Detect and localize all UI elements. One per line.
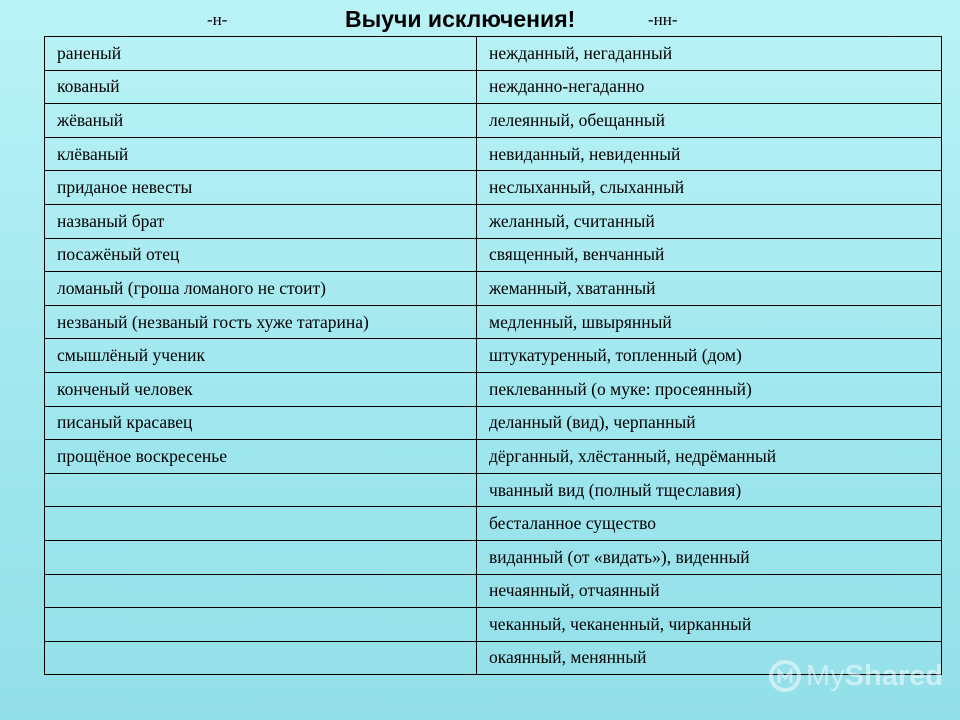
table-row [45,574,942,608]
cell-single-n: клёваный [45,137,477,171]
column-header-single-n: -н- [207,10,228,29]
table-row [45,440,942,474]
cell-double-n: нечаянный, отчаянный [477,574,942,608]
cell-single-n: конченый человек [45,372,477,406]
table-row [45,372,942,406]
cell-double-n: пеклеванный (о муке: просеянный) [477,372,942,406]
watermark-text-shared: Shared [844,659,943,692]
cell-single-n: смышлёный ученик [45,339,477,373]
column-header-double-n: -нн- [648,10,678,29]
cell-double-n: нежданно-негаданно [477,70,942,104]
cell-double-n: желанный, считанный [477,204,942,238]
table-row [45,70,942,104]
cell-single-n: писаный красавец [45,406,477,440]
table-row [45,507,942,541]
cell-single-n: названый брат [45,204,477,238]
cell-double-n: деланный (вид), черпанный [477,406,942,440]
table-row [45,540,942,574]
cell-double-n: невиданный, невиденный [477,137,942,171]
exceptions-table [44,36,942,675]
table-row [45,137,942,171]
cell-double-n: штукатуренный, топленный (дом) [477,339,942,373]
cell-single-n: прощёное воскресенье [45,440,477,474]
table-row [45,171,942,205]
table-row [45,272,942,306]
cell-single-n: ломаный (гроша ломаного не стоит) [45,272,477,306]
table-row [45,641,942,675]
cell-double-n: дёрганный, хлёстанный, недрёманный [477,440,942,474]
cell-double-n: лелеянный, обещанный [477,104,942,138]
cell-single-n: посажёный отец [45,238,477,272]
cell-single-n [45,574,477,608]
table-row [45,37,942,71]
cell-double-n: окаянный, менянный [477,641,942,675]
cell-double-n: нежданный, негаданный [477,37,942,71]
slide-header [0,0,960,36]
table-row [45,339,942,373]
table-row [45,305,942,339]
page-title: Выучи исключения! [345,6,576,32]
cell-double-n: бесталанное существо [477,507,942,541]
cell-single-n [45,473,477,507]
table-row [45,406,942,440]
cell-single-n [45,608,477,642]
cell-single-n: кованый [45,70,477,104]
cell-double-n: жеманный, хватанный [477,272,942,306]
cell-single-n [45,540,477,574]
cell-double-n: чванный вид (полный тщеславия) [477,473,942,507]
table-row [45,104,942,138]
cell-double-n: виданный (от «видать»), виденный [477,540,942,574]
watermark-text-my: My [806,659,845,692]
cell-single-n: приданое невесты [45,171,477,205]
table-row [45,608,942,642]
cell-single-n: раненый [45,37,477,71]
cell-single-n: жёваный [45,104,477,138]
cell-double-n: неслыханный, слыханный [477,171,942,205]
table-row [45,238,942,272]
cell-double-n: чеканный, чеканенный, чирканный [477,608,942,642]
cell-single-n [45,507,477,541]
cell-double-n: священный, венчанный [477,238,942,272]
table-row [45,204,942,238]
cell-single-n [45,641,477,675]
table-row [45,473,942,507]
cell-double-n: медленный, швырянный [477,305,942,339]
cell-single-n: незваный (незваный гость хуже татарина) [45,305,477,339]
